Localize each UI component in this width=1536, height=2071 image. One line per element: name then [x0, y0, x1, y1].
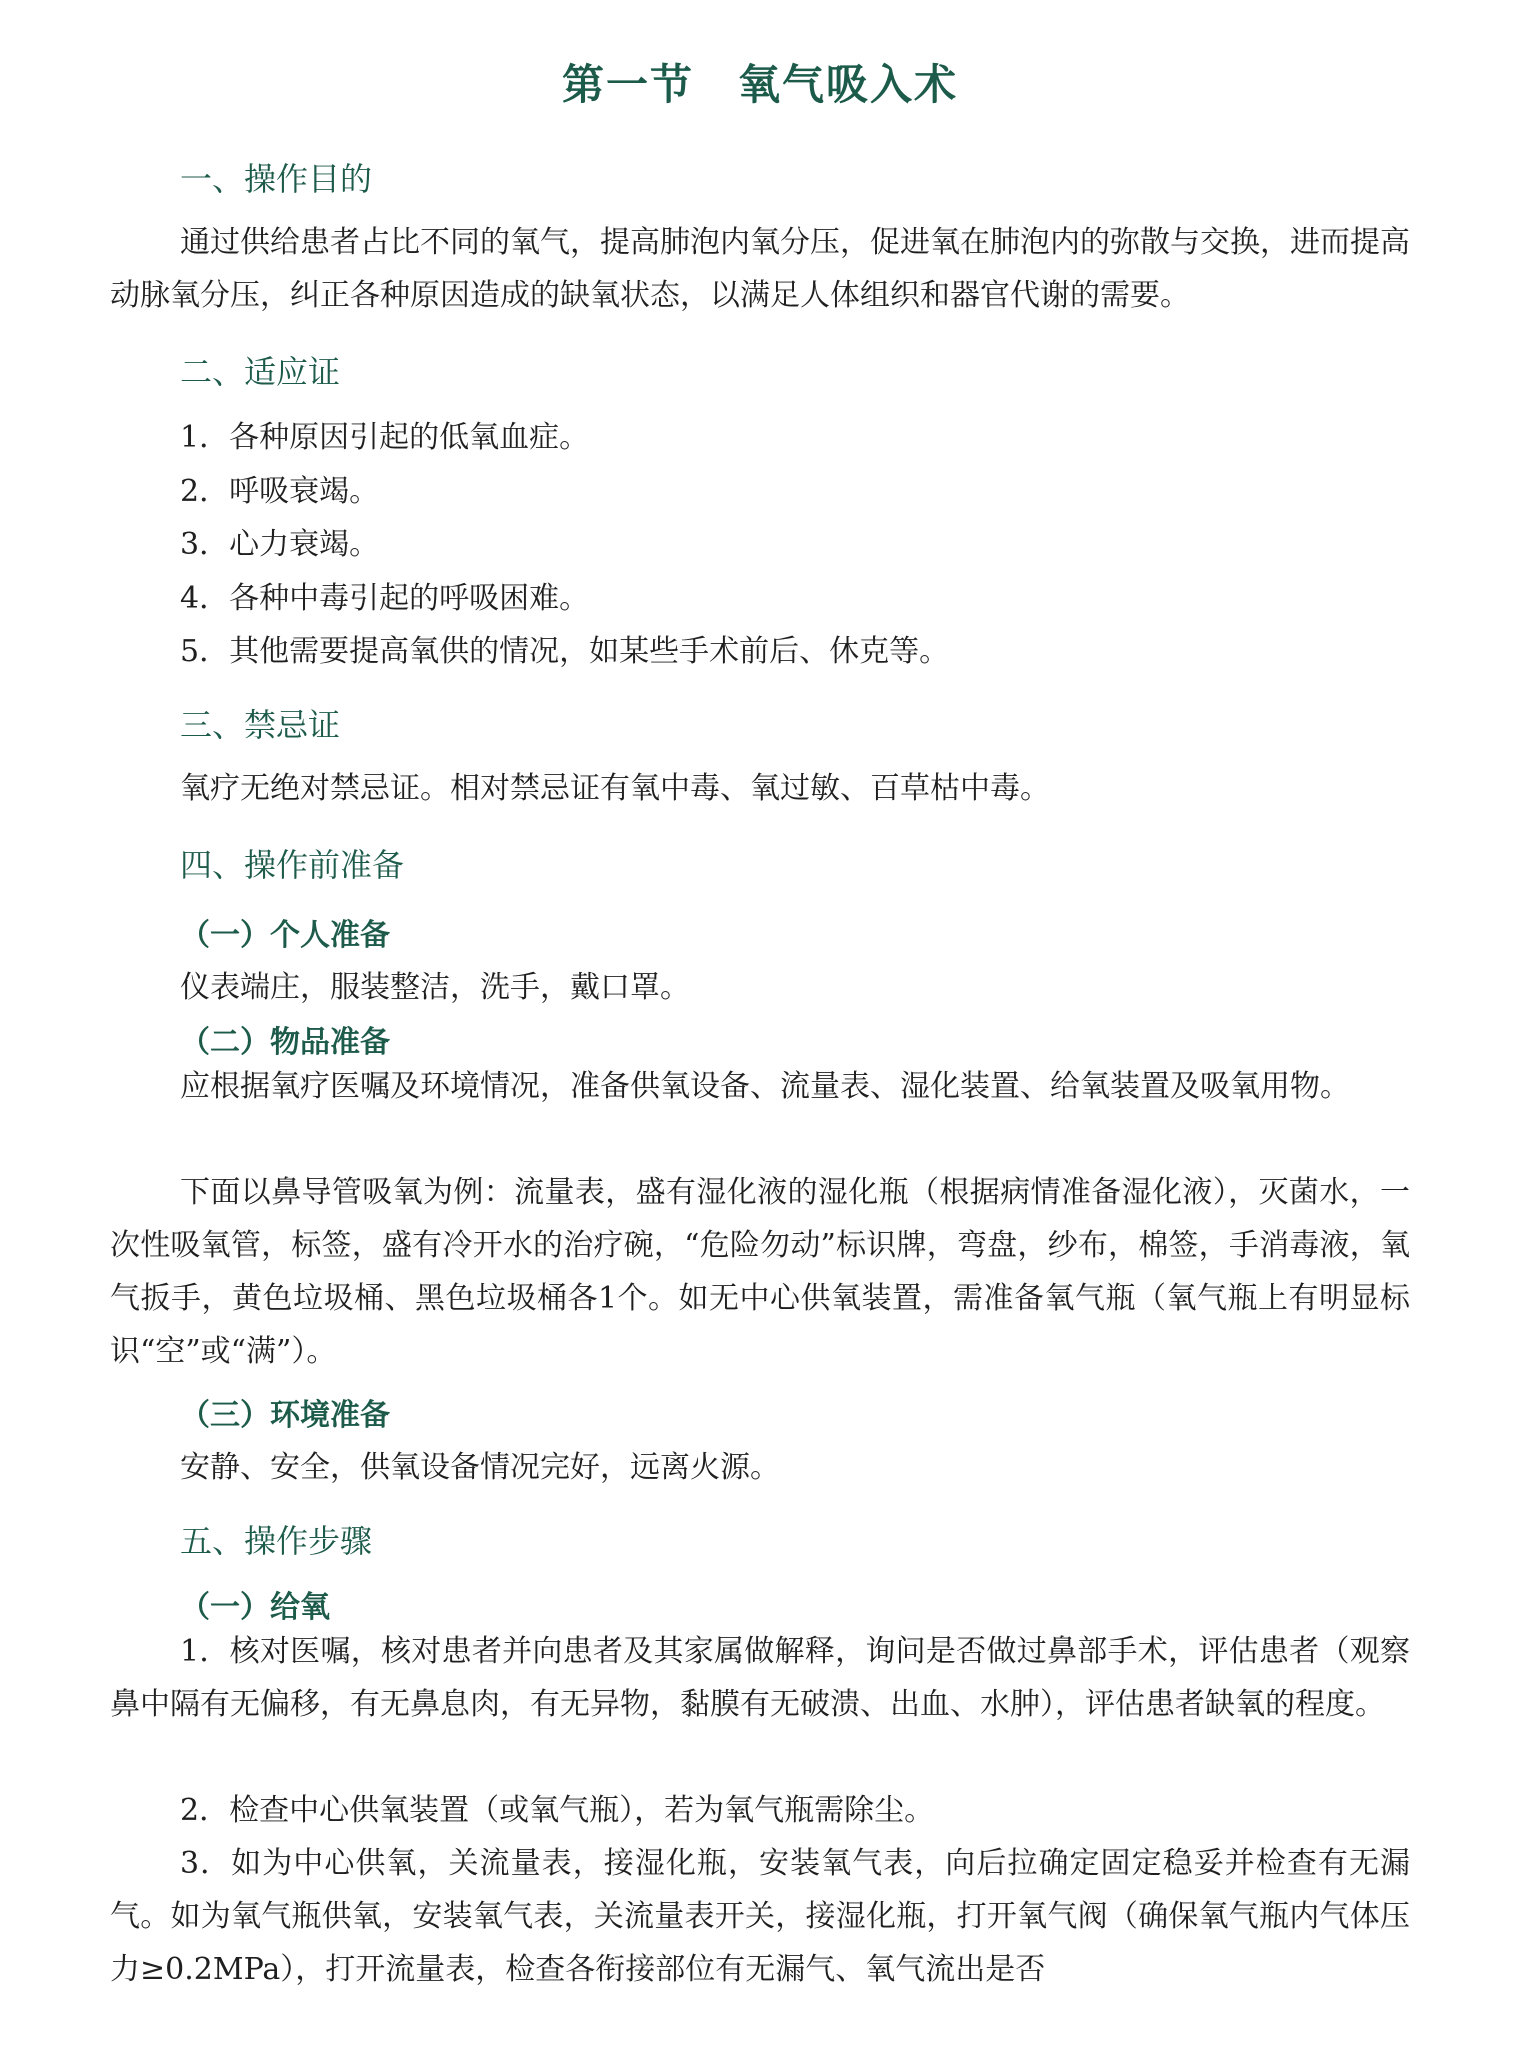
indication-item: 4．各种中毒引起的呼吸困难。: [180, 581, 590, 616]
indication-item: 5．其他需要提高氧供的情况，如某些手术前后、休克等。: [180, 634, 950, 669]
items-prep-paragraph: 应根据氧疗医嘱及环境情况，准备供氧设备、流量表、湿化装置、给氧装置及吸氧用物。: [180, 1069, 1350, 1104]
environment-prep-paragraph: 安静、安全，供氧设备情况完好，远离火源。: [180, 1450, 780, 1485]
subsection-heading-items: （二）物品准备: [180, 1025, 390, 1060]
step-2-paragraph: 2．检查中心供氧装置（或氧气瓶），若为氧气瓶需除尘。: [180, 1793, 935, 1828]
indication-item: 3．心力衰竭。: [180, 527, 380, 562]
subsection-heading-environment: （三）环境准备: [180, 1398, 390, 1433]
step-3-paragraph: 3．如为中心供氧，关流量表，接湿化瓶，安装氧气表，向后拉确定固定稳妥并检查有无漏气。如为氧气瓶供氧，安装氧气表，关流量表开关，接湿化瓶，打开氧气阀（确保氧气瓶内气体压力≥0.2MPa），打开流量表，检查各衔接部位有无漏气、氧气流出是否: [110, 1846, 1410, 1987]
indication-item: 1．各种原因引起的低氧血症。: [180, 420, 590, 455]
section-heading-purpose: 一、操作目的: [180, 160, 373, 198]
page-title: 第一节 氧气吸入术: [561, 60, 958, 109]
section-heading-steps: 五、操作步骤: [180, 1522, 373, 1560]
purpose-paragraph: 通过供给患者占比不同的氧气，提高肺泡内氧分压，促进氧在肺泡内的弥散与交换，进而提高动脉氧分压，纠正各种原因造成的缺氧状态，以满足人体组织和器官代谢的需要。: [110, 225, 1410, 313]
step-1-paragraph: 1．核对医嘱，核对患者并向患者及其家属做解释，询问是否做过鼻部手术，评估患者（观察鼻中隔有无偏移，有无鼻息肉，有无异物，黏膜有无破溃、出血、水肿），评估患者缺氧的程度。: [110, 1634, 1410, 1722]
items-example-paragraph: 下面以鼻导管吸氧为例：流量表，盛有湿化液的湿化瓶（根据病情准备湿化液），灭菌水，一次性吸氧管，标签，盛有冷开水的治疗碗，“危险勿动”标识牌，弯盘，纱布，棉签，手消毒液，氧气扳手，黄色垃圾桶、黑色垃圾桶各1个。如无中心供氧装置，需准备氧气瓶（氧气瓶上有明显标识“空”或“满”）。: [110, 1175, 1410, 1369]
section-heading-preparation: 四、操作前准备: [180, 846, 405, 884]
subsection-heading-oxygen: （一）给氧: [180, 1590, 330, 1625]
indication-item: 2．呼吸衰竭。: [180, 474, 380, 509]
personal-prep-paragraph: 仪表端庄，服装整洁，洗手，戴口罩。: [180, 970, 690, 1005]
section-heading-indications: 二、适应证: [180, 353, 341, 391]
section-heading-contraindications: 三、禁忌证: [180, 706, 341, 744]
subsection-heading-personal: （一）个人准备: [180, 918, 390, 953]
contraindications-paragraph: 氧疗无绝对禁忌证。相对禁忌证有氧中毒、氧过敏、百草枯中毒。: [180, 771, 1050, 806]
